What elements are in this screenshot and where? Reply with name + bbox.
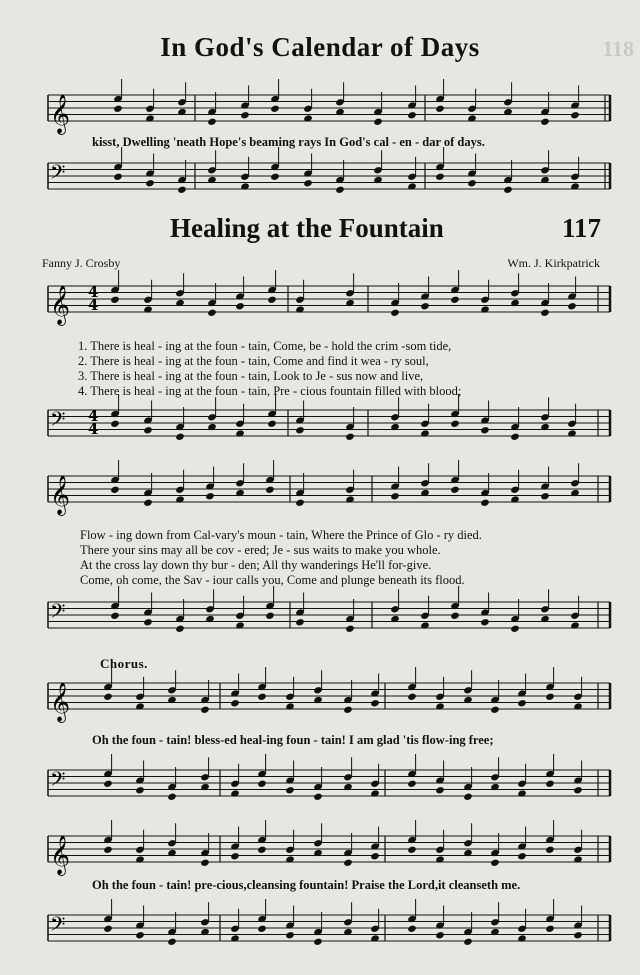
sys2-treble-notehead — [540, 492, 550, 500]
sys1-bass-notehead — [510, 433, 520, 441]
sys1-treble-notehead — [110, 296, 120, 304]
sys1-treble-notehead — [450, 296, 460, 304]
top-bass-notehead — [467, 179, 477, 187]
top-treble-notehead — [113, 105, 123, 113]
top-bass-notehead — [270, 173, 280, 181]
sys3-bass-notehead — [545, 780, 555, 788]
sys3-treble-notehead — [343, 706, 353, 714]
sys2-bass-notehead — [480, 618, 490, 626]
sys3-treble-notehead — [103, 693, 113, 701]
verse-1-line-1: 1. There is heal - ing at the foun - tain, Come, be - hold the crim -som tide, — [78, 339, 452, 353]
top-bass-notehead — [435, 173, 445, 181]
sys1-treble-notehead — [567, 302, 577, 310]
verse-3-line-2: At the cross lay down thy bur - den; All thy wanderings He'll for-give. — [80, 558, 432, 572]
top-treble-notehead — [373, 118, 383, 126]
verse-2-line-1: 2. There is heal - ing at the foun - tain, Come and find it wea - ry soul, — [78, 354, 429, 368]
verse-1-line-2: Flow - ing down from Cal-vary's moun - tain, Where the Prince of Glo - ry died. — [80, 528, 482, 542]
sys1-treble-notehead — [540, 309, 550, 317]
sys1-bass-notehead — [295, 426, 305, 434]
sys2-treble-notehead — [390, 492, 400, 500]
sys1-bass-notehead — [175, 433, 185, 441]
sys2-bass-notehead — [265, 612, 275, 620]
sys4-bass-notehead — [573, 931, 583, 939]
sys2-treble-notehead — [265, 486, 275, 494]
sys3-bass-notehead — [573, 786, 583, 794]
sys4-treble-notehead — [545, 846, 555, 854]
sys2-bass-notehead — [175, 625, 185, 633]
sys4-bass-notehead — [285, 931, 295, 939]
sys1-treble-notehead — [267, 296, 277, 304]
top-bass-notehead — [145, 179, 155, 187]
chorus-line-1: Oh the foun - tain! bless-ed heal-ing foun - tain! I am glad 'tis flow-ing free; — [92, 733, 494, 747]
verse-4-line-1: 4. There is heal - ing at the foun - tain, Pre - cious fountain filled with blood; — [78, 384, 462, 398]
verse-2-line-2: There your sins may all be cov - ered; Je - sus waits to make you whole. — [80, 543, 441, 557]
sys2-bass-notehead — [450, 612, 460, 620]
top-treble-notehead — [435, 105, 445, 113]
top-bass-notehead — [113, 173, 123, 181]
sys4-bass-notehead — [463, 938, 473, 946]
top-bass-notehead — [503, 186, 513, 194]
sys3-bass-notehead — [407, 780, 417, 788]
sys1-bass-notehead — [110, 420, 120, 428]
sys3-bass-notehead — [135, 786, 145, 794]
sys2-treble-notehead — [480, 499, 490, 507]
sys3-treble-notehead — [490, 706, 500, 714]
top-treble-notehead — [270, 105, 280, 113]
sys4-treble-notehead — [200, 859, 210, 867]
sys1-bass-notehead — [345, 433, 355, 441]
sys3-bass-notehead — [313, 793, 323, 801]
sys3-treble-notehead — [545, 693, 555, 701]
sys3-bass-clef: 𝄢 — [50, 767, 66, 796]
sys3-treble-notehead — [200, 706, 210, 714]
sys1-treble-notehead — [390, 309, 400, 317]
sys3-bass-notehead — [285, 786, 295, 794]
sys2-bass-notehead — [110, 612, 120, 620]
sys1-bass-notehead — [143, 426, 153, 434]
lyricist-credit: Fanny J. Crosby — [42, 256, 121, 270]
sys4-treble-notehead — [517, 852, 527, 860]
sys4-treble-notehead — [103, 846, 113, 854]
sys4-treble-notehead — [407, 846, 417, 854]
sys2-treble-notehead — [143, 499, 153, 507]
sys2-treble-clef: 𝄞 — [50, 475, 71, 515]
sys4-treble-notehead — [230, 852, 240, 860]
sys4-bass-notehead — [167, 938, 177, 946]
top-bass-notehead — [335, 186, 345, 194]
top-treble-notehead — [207, 118, 217, 126]
sys3-treble-notehead — [257, 693, 267, 701]
sys2-treble-notehead — [205, 492, 215, 500]
sys4-treble-notehead — [343, 859, 353, 867]
sys3-treble-notehead — [230, 699, 240, 707]
sys4-bass-notehead — [545, 925, 555, 933]
sys2-treble-notehead — [110, 486, 120, 494]
top-treble-clef: 𝄞 — [50, 94, 71, 134]
hymn-title: Healing at the Fountain — [170, 213, 444, 243]
sys2-bass-clef: 𝄢 — [50, 599, 66, 628]
sys3-bass-notehead — [257, 780, 267, 788]
sys2-treble-notehead — [295, 499, 305, 507]
time-signature: 4 — [88, 283, 99, 301]
sys2-bass-notehead — [510, 625, 520, 633]
previous-hymn-title: In God's Calendar of Days — [160, 32, 480, 62]
sys4-treble-clef: 𝄞 — [50, 835, 71, 875]
chorus-line-2: Oh the foun - tain! pre-cious,cleansing fountain! Praise the Lord,it cleanseth me. — [92, 878, 521, 892]
sys1-treble-clef: 𝄞 — [50, 285, 71, 325]
sys1-bass-notehead — [267, 420, 277, 428]
sys1-bass-notehead — [480, 426, 490, 434]
sys3-bass-notehead — [167, 793, 177, 801]
sys4-bass-notehead — [135, 931, 145, 939]
previous-hymn-lyric: kisst, Dwelling 'neath Hope's beaming rays In God's cal - en - dar of days. — [92, 135, 485, 149]
sys1-treble-notehead — [207, 309, 217, 317]
sys3-bass-notehead — [463, 793, 473, 801]
sys4-treble-notehead — [490, 859, 500, 867]
sys4-bass-notehead — [313, 938, 323, 946]
top-treble-notehead — [570, 111, 580, 119]
hymn-number: 117 — [562, 213, 602, 243]
sys2-bass-notehead — [295, 618, 305, 626]
chorus-label: Chorus. — [100, 656, 148, 671]
sys2-treble-notehead — [450, 486, 460, 494]
top-treble-notehead — [240, 111, 250, 119]
verse-4-line-2: Come, oh come, the Sav - iour calls you, Come and plunge beneath its flood. — [80, 573, 465, 587]
sys2-bass-notehead — [345, 625, 355, 633]
sys4-treble-notehead — [370, 852, 380, 860]
bleedthrough-page-number: 118 — [602, 36, 634, 61]
top-treble-notehead — [540, 118, 550, 126]
time-signature: 4 — [88, 296, 99, 314]
sys3-bass-notehead — [435, 786, 445, 794]
sys1-treble-notehead — [420, 302, 430, 310]
top-bass-clef: 𝄢 — [50, 160, 66, 189]
sys3-treble-notehead — [407, 693, 417, 701]
time-signature: 4 — [88, 420, 99, 438]
sys4-treble-notehead — [257, 846, 267, 854]
time-signature: 4 — [88, 407, 99, 425]
sys1-bass-notehead — [450, 420, 460, 428]
top-bass-notehead — [177, 186, 187, 194]
verse-3-line-1: 3. There is heal - ing at the foun - tain, Look to Je - sus now and live, — [78, 369, 424, 383]
sys4-bass-notehead — [103, 925, 113, 933]
sys3-treble-clef: 𝄞 — [50, 682, 71, 722]
sys4-bass-notehead — [407, 925, 417, 933]
top-bass-notehead — [303, 179, 313, 187]
sys3-treble-notehead — [370, 699, 380, 707]
sys1-bass-clef: 𝄢 — [50, 407, 66, 436]
top-treble-notehead — [407, 111, 417, 119]
sys3-treble-notehead — [517, 699, 527, 707]
sys3-bass-notehead — [103, 780, 113, 788]
sys4-bass-notehead — [435, 931, 445, 939]
composer-credit: Wm. J. Kirkpatrick — [507, 256, 600, 270]
sys1-treble-notehead — [235, 302, 245, 310]
sys4-bass-clef: 𝄢 — [50, 912, 66, 941]
sys2-bass-notehead — [143, 618, 153, 626]
sys4-bass-notehead — [257, 925, 267, 933]
